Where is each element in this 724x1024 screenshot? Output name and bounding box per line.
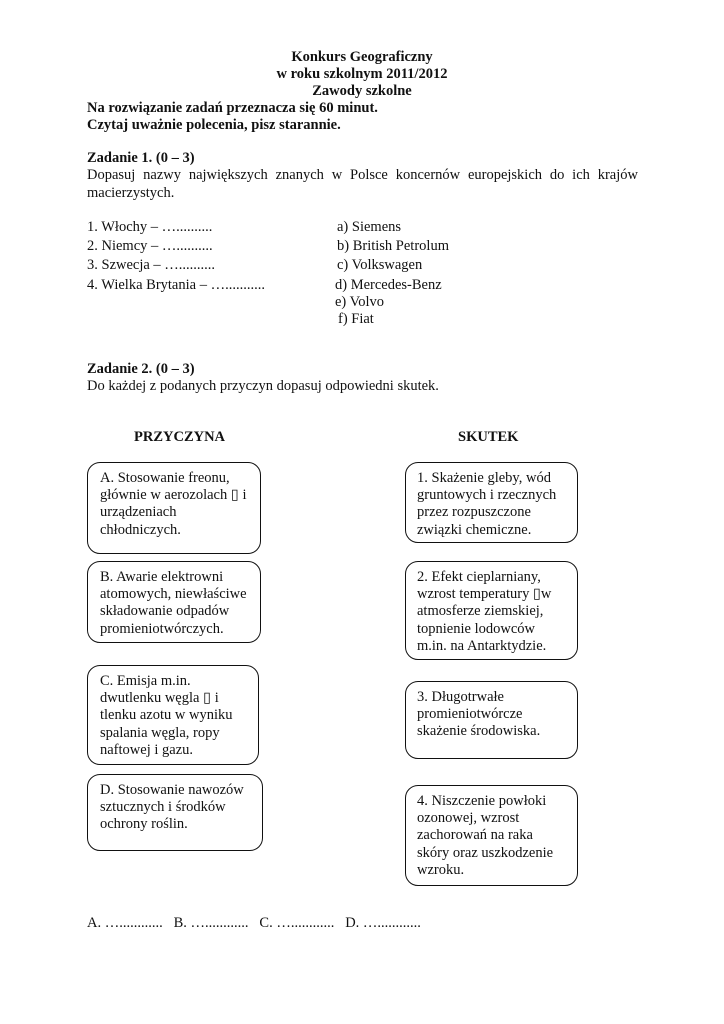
cause-line: dwutlenku węgla ▯ i xyxy=(100,690,219,707)
cause-box-b xyxy=(87,561,261,643)
cause-line: spalania węgla, ropy xyxy=(100,724,220,741)
effect-box-1 xyxy=(405,462,578,543)
cause-line: naftowej i gazu. xyxy=(100,741,194,758)
cause-line: B. Awarie elektrowni xyxy=(100,569,224,585)
effect-line: skóry oraz uszkodzenie xyxy=(417,844,554,861)
effect-line: ozonowej, wzrost xyxy=(417,810,520,827)
company-item: d) Mercedes-Benz xyxy=(335,277,442,293)
effect-line: topnienie lodowców xyxy=(417,620,535,637)
effect-box-4 xyxy=(405,785,578,886)
task1-title: Zadanie 1. (0 – 3) xyxy=(87,150,195,166)
country-item: 4. Wielka Brytania – …........... xyxy=(87,277,265,293)
company-item: e) Volvo xyxy=(335,294,385,310)
effect-line: zachorowań na raka xyxy=(417,827,533,844)
cause-line: urządzeniach xyxy=(100,504,177,521)
cause-line: tlenku azotu w wyniku xyxy=(100,707,233,724)
company-item: b) British Petrolum xyxy=(337,238,449,254)
company-item: f) Fiat xyxy=(338,311,374,327)
contest-title: Konkurs Geograficzny xyxy=(291,49,433,65)
cause-line: sztucznych i środków xyxy=(100,799,226,816)
cause-line: głównie w aerozolach ▯ i xyxy=(100,487,247,504)
effect-line: atmosferze ziemskiej, xyxy=(417,603,544,620)
task2-text: Do każdej z podanych przyczyn dopasuj odpowiedni skutek. xyxy=(87,378,439,394)
effect-line: wzroku. xyxy=(417,861,465,878)
cause-line: ochrony roślin. xyxy=(100,816,188,833)
effect-column-header: SKUTEK xyxy=(458,429,519,445)
effect-line: 3. Długotrwałe xyxy=(417,689,504,705)
effect-box-3 xyxy=(405,681,578,759)
effect-line: 1. Skażenie gleby, wód xyxy=(417,470,551,486)
effect-line: m.in. na Antarktydzie. xyxy=(417,637,547,654)
cause-column-header: PRZYCZYNA xyxy=(134,429,226,445)
cause-line: promieniotwórczych. xyxy=(100,620,224,637)
cause-line: atomowych, niewłaściwe xyxy=(100,586,247,603)
effect-line: związki chemiczne. xyxy=(417,521,532,538)
effect-line: przez rozpuszczone xyxy=(417,504,531,521)
cause-line: D. Stosowanie nawozów xyxy=(100,782,244,798)
instruction-time: Na rozwiązanie zadań przeznacza się 60 minut. xyxy=(87,100,378,116)
task1-text: Dopasuj nazwy największych znanych w Polsce koncernów europejskich do ich krajów macierzystych. xyxy=(87,167,638,201)
country-item: 2. Niemcy – ….......... xyxy=(87,238,213,254)
cause-line: składowanie odpadów xyxy=(100,603,230,620)
cause-line: A. Stosowanie freonu, xyxy=(100,470,230,486)
effect-line: promieniotwórcze xyxy=(417,706,523,723)
task2-title: Zadanie 2. (0 – 3) xyxy=(87,361,195,377)
school-year: w roku szkolnym 2011/2012 xyxy=(276,66,448,82)
cause-line: C. Emisja m.in. xyxy=(100,673,191,689)
instruction-care: Czytaj uważnie polecenia, pisz starannie. xyxy=(87,117,341,133)
effect-box-2 xyxy=(405,561,578,660)
company-item: a) Siemens xyxy=(337,219,402,235)
effect-line: gruntowych i rzecznych xyxy=(417,487,557,504)
cause-box-d xyxy=(87,774,263,851)
cause-box-c xyxy=(87,665,259,765)
answer-line: A. …............ B. …............ C. …............ D. …............ xyxy=(87,915,421,931)
company-item: c) Volkswagen xyxy=(337,257,423,273)
cause-line: chłodniczych. xyxy=(100,521,181,538)
effect-line: skażenie środowiska. xyxy=(417,723,541,740)
effect-line: 2. Efekt cieplarniany, xyxy=(417,569,541,585)
effect-line: wzrost temperatury ▯w xyxy=(417,586,552,603)
country-item: 3. Szwecja – ….......... xyxy=(87,257,216,273)
effect-line: 4. Niszczenie powłoki xyxy=(417,793,547,809)
cause-box-a xyxy=(87,462,261,554)
contest-stage: Zawody szkolne xyxy=(312,83,412,99)
country-item: 1. Włochy – ….......... xyxy=(87,219,213,235)
